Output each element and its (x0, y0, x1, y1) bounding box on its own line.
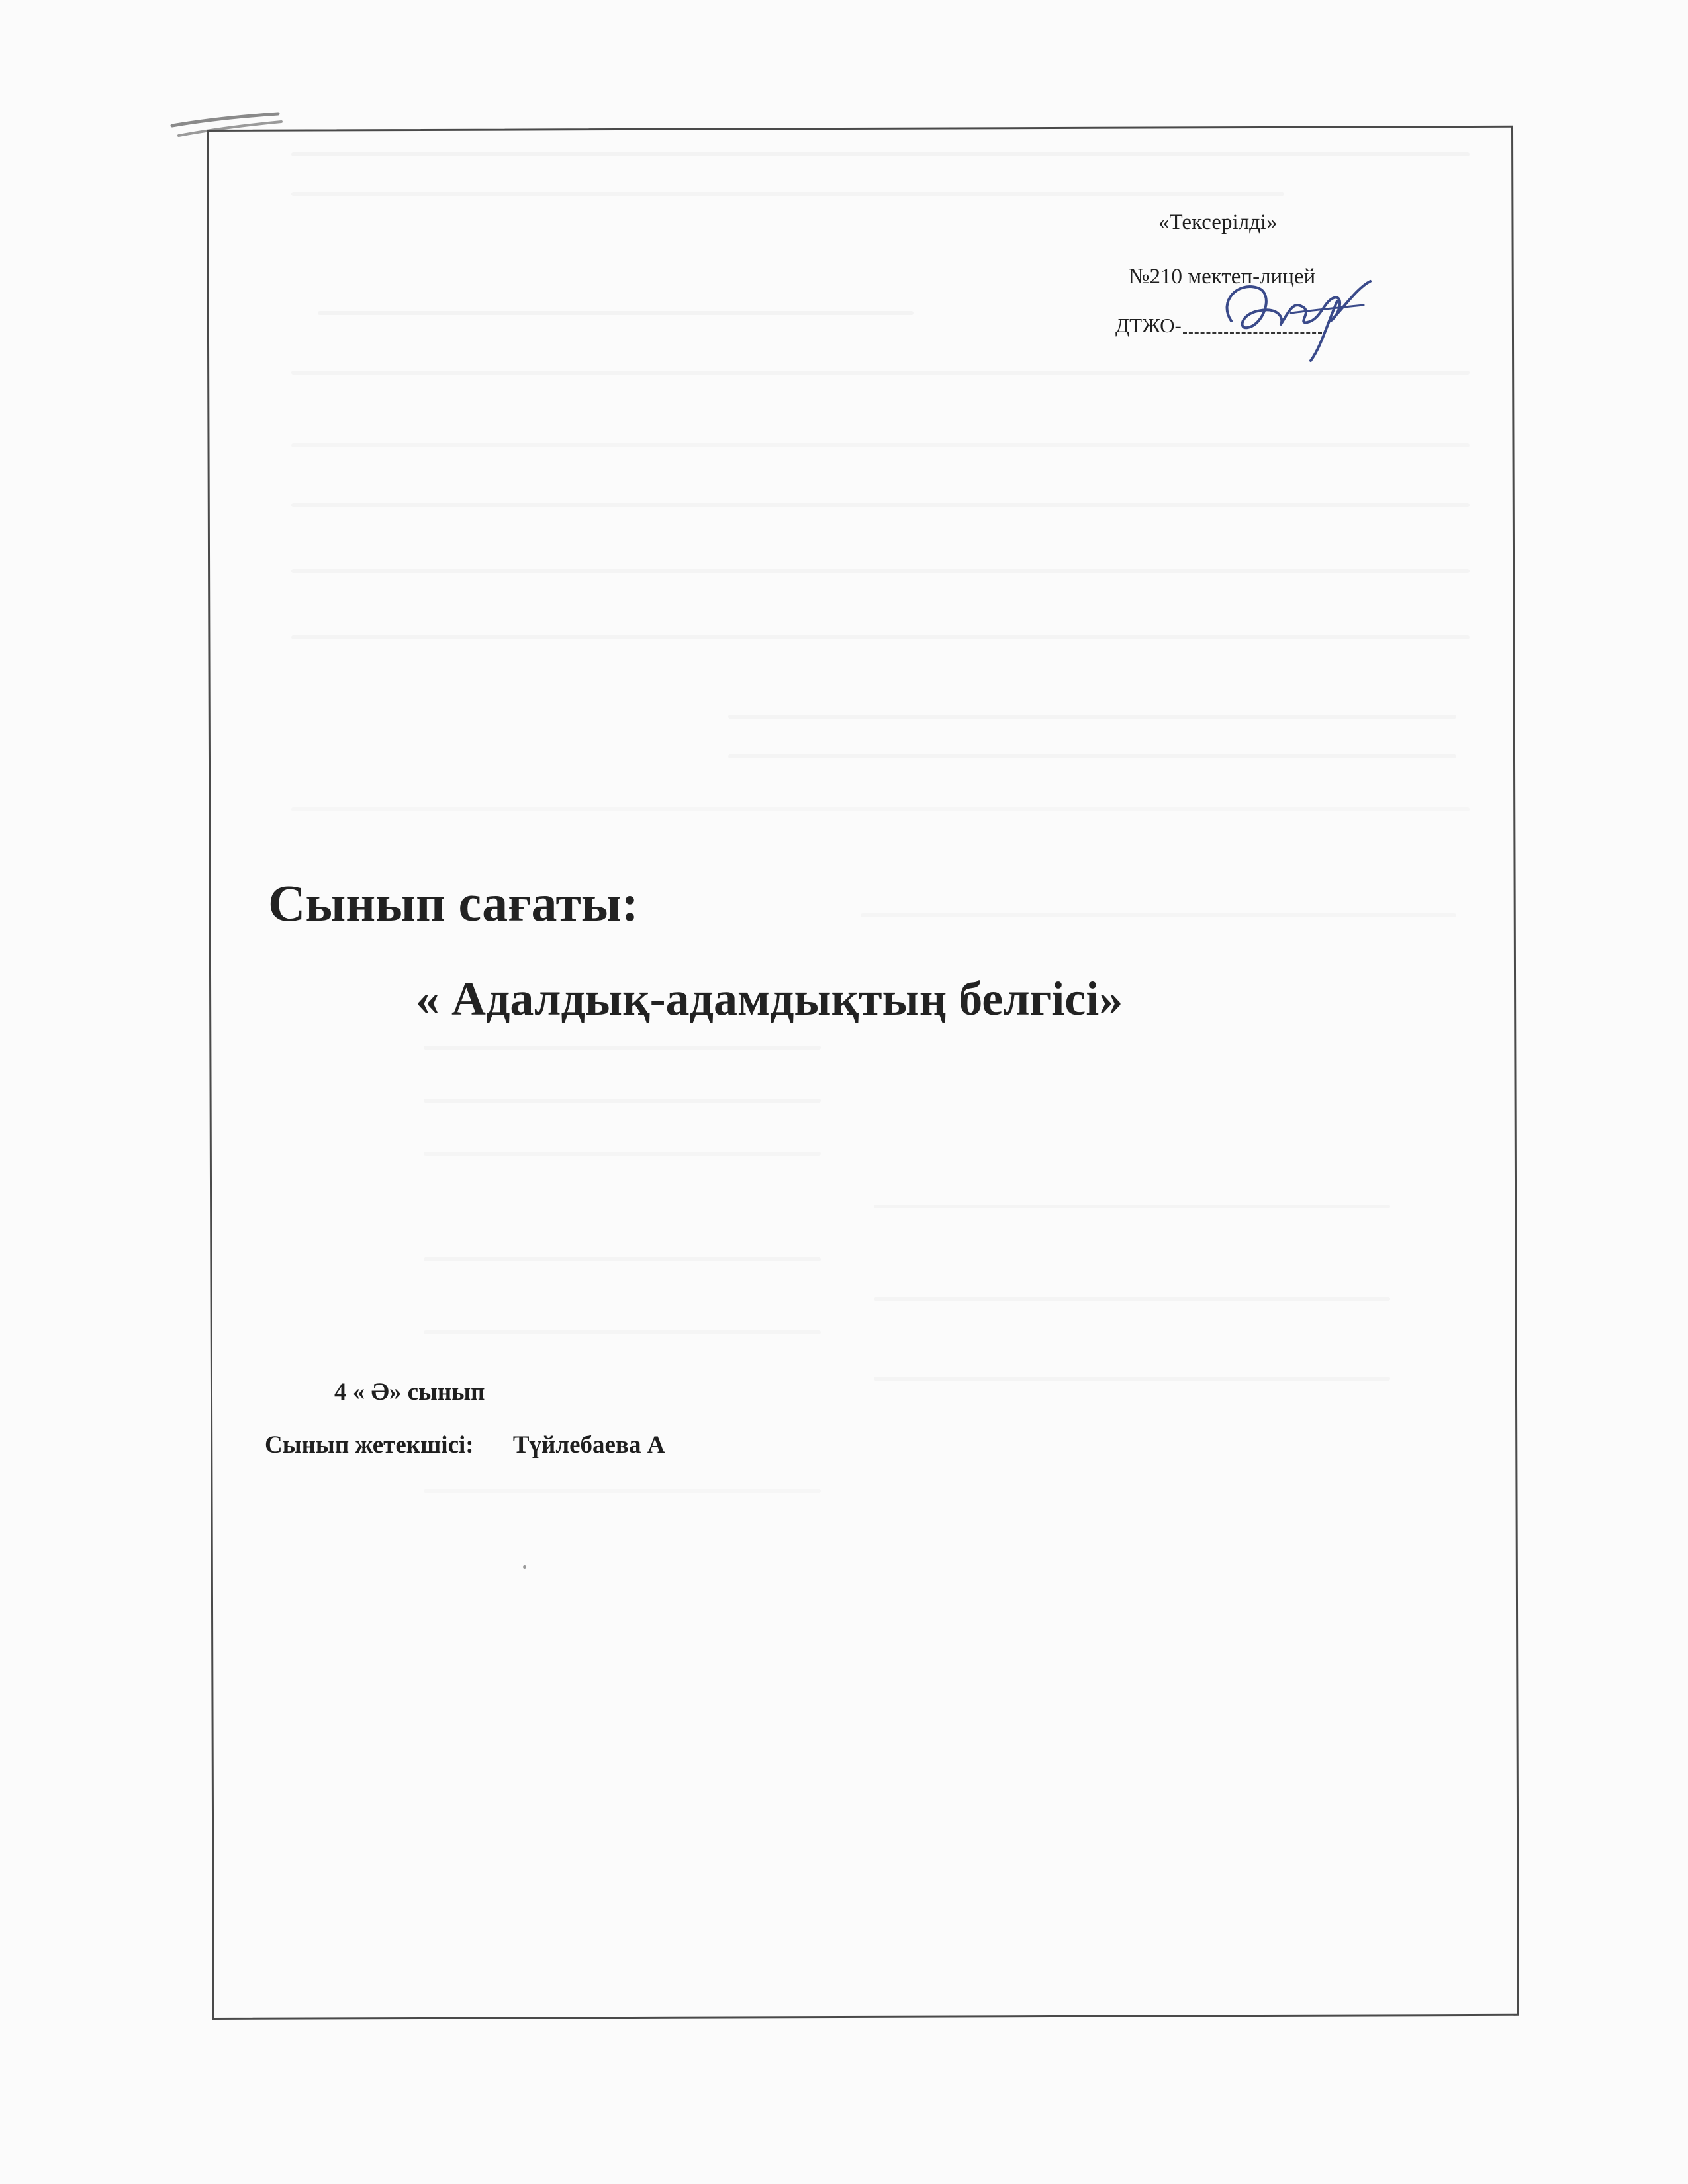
page-title: Сынып сағаты: (268, 874, 639, 932)
teacher-line (265, 1431, 665, 1459)
scan-speck (523, 1565, 526, 1569)
page-subtitle: « Адалдық-адамдықтың белгісі» (416, 972, 1123, 1025)
approval-stamp: «Тексерілді» (1158, 210, 1278, 234)
signature-icon (1211, 261, 1383, 367)
page-frame (207, 126, 1519, 2020)
teacher-label: Сынып жетекшісі: (265, 1432, 474, 1459)
approval-director-label: ДТЖО- (1115, 314, 1182, 337)
teacher-name: Түйлебаева А (512, 1432, 665, 1459)
approval-school: №210 мектеп-лицей (1129, 265, 1316, 289)
class-label: 4 « Ә» сынып (334, 1379, 485, 1406)
